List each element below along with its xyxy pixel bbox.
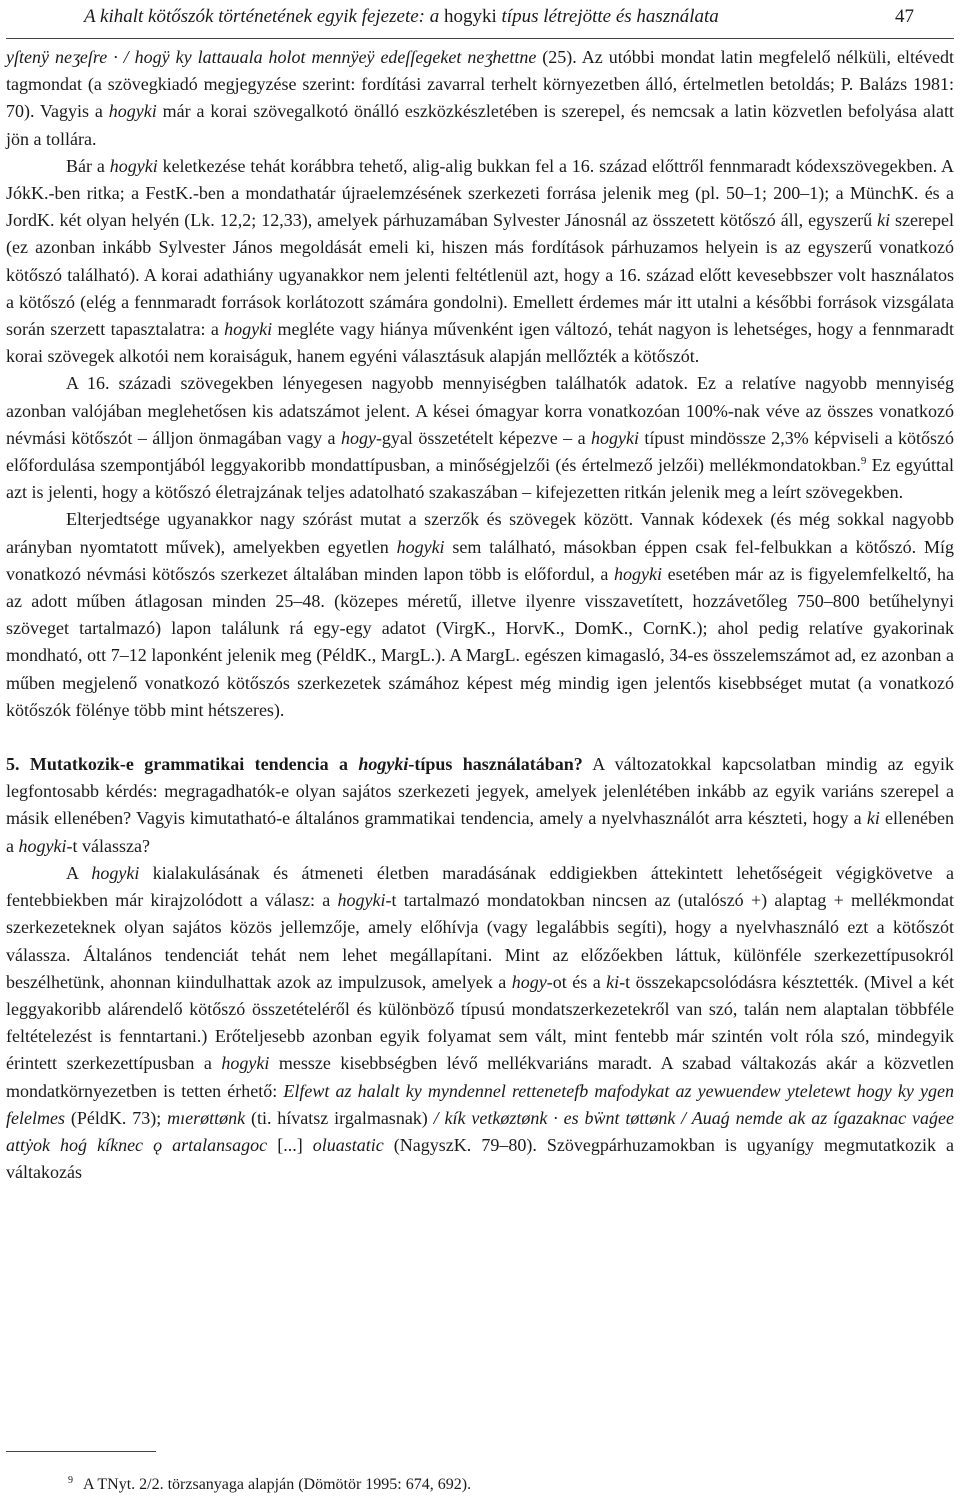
body-text: [6, 44, 954, 1186]
quotation: yſtenӱ neӡeſre · / hogӱ ky lattauala holot mennӱeӱ edeſſegeket neӡhettne: [6, 47, 537, 67]
section-gap: [6, 724, 954, 751]
page-number: 47: [895, 6, 914, 27]
footnote-text: A TNyt. 2/2. törzsanyaga alapján (Dömötör 1995: 674, 692).: [83, 1476, 472, 1493]
term: hogyki: [91, 862, 140, 883]
footnote: [68, 1474, 471, 1496]
term: hogy: [511, 971, 547, 992]
quotation: Elfewt az halalt ky myndennel rettenetefb mafodykat az yewuendew yteletewt hogy ky ygen felelmes: [6, 1080, 954, 1128]
running-header: [84, 4, 914, 30]
term: ki: [606, 971, 620, 992]
quotation: mıerøttønk: [167, 1107, 246, 1128]
term: hogyki: [18, 835, 67, 856]
term: hogy: [340, 427, 376, 448]
footnote-marker[interactable]: 9: [860, 455, 867, 468]
paragraph-4: Elterjedtsége ugyanakkor nagy szórást mutat a szerzők és szövegek között. Vannak kódexek (és még sokkal nagyobb arányban nyomtatott művek), amelyekben egyetlen hogyki sem található, másokban éppen csak fel-felbukkan a kötőszó. Míg vonatkozó névmási kötőszós szerkezet általában minden lapon több is előfordul, a hogyki esetében már az is figyelemfelkeltő, ha az adott műben átlagosan minden 25–48. (közepes méretű, illetve ilyenre visszavetített, hozzávetőleg 750–800 betűhelynyi szöveget tartalmazó) lapon találunk rá egy-egy adatot (VirgK., HorvK., DomK., CornK.); ahol pedig relatíve gyakorinak mondható, ott 7–12 laponként jelenik meg (PéldK., MargL.). A MargL. egészen kimagasló, 34-es összelemszámot ad, ez azonban a műben megjelenő vonatkozó kötőszós szerkezetek számához képest még mindig igen jelentős kisebbséget mutat (a vonatkozó kötőszók fölénye több mint hétszeres).: [6, 509, 955, 720]
paragraph-6: A hogyki kialakulásának és átmeneti életben maradásának eddigiekben áttekintett lehetőségeit végigkövetve a fentebbiekben már kirajzolódott a válasz: a hogyki-t tartalmazó mondatokban nincsen az (utalószó +) alaptag + mellékmondat szerkezeteknek olyan sajátos közös jellemzője, amely előhívja (vagy legalábbis segíti), hogy a nyelvhasználó ezt a kötőszót válassza. Általános tendenciát tehát nem lehet megállapítani. Mint az előzőekben láttuk, különféle szerkezettípusokról beszélhetünk, ahonnan kiindulhattak azok az impulzusok, amelyek a hogy-ot és a ki-t összekapcsolódásra késztették. (Mivel a két leggyakoribb alárendelő kötőszó összetételéről és különböző típusú mondatszerkezetekről van szó, talán nem alaptalan többféle feltételezést is fenntartani.) Erőteljesebb azonban egyik folyamat sem vált, mint fentebb már szintén volt róla szó, mindegyik érintett szerkezettípusban a hogyki messze kisebbségben lévő mellékvariáns maradt. A szabad váltakozás akár a közvetlen mondatkörnyezetben is tetten érhető: Elfewt az halalt ky myndennel rettenetefb mafodykat az yewuendew yteletewt hogy ky ygen felelmes (PéldK. 73); mıerøttønk (ti. hívatsz irgalmasnak) / kík vetkøztønk · es bẅnt tøttønk / Auaǵ nemde ak az ígazaknac vaǵee attẏok hoǵ kíknec ǫ artalansagoc [...] oluastatic (NagyszK. 79–80). Szövegpárhuzamokban is ugyanígy megmutatkozik a váltakozás: [6, 862, 954, 1183]
term: ki: [877, 210, 891, 231]
header-rule: [6, 38, 954, 39]
term: hogyki: [108, 101, 157, 122]
term: ki: [866, 808, 880, 829]
footnote-rule: [6, 1451, 156, 1452]
paragraph-5: 5. Mutatkozik-e grammatikai tendencia a hogyki-típus használatában? A változatokkal kapcsolatban mindig az egyik legfontosabb kérdés: megragadhatók-e olyan sajátos szerkezeti jegyek, amelyek jelenlétében inkább az egyik variáns szerepel a másik ellenében? Vagyis kimutatható-e általános grammatikai tendencia, amely a nyelvhasználót arra készteti, hogy a ki ellenében a hogyki-t válassza?: [6, 754, 954, 856]
paragraph-1: yſtenӱ neӡeſre · / hogӱ ky lattauala holot mennӱeӱ edeſſegeket neӡhettne (25). Az utóbbi mondat latin megfelelő nélküli, eltévedt tagmondat (a szövegkiadó megjegyzése szerint: fordítási zavarral terhelt környezetben álló, értelmetlen betoldás; P. Balázs 1981: 70). Vagyis a hogyki már a korai szövegalkotó önálló eszközkészletében is szerepel, és nemcsak a latin közvetlen befolyása alatt jön a tollára.: [6, 47, 955, 149]
quotation: / kík vetkøztønk · es bẅnt tøttønk / Auaǵ nemde ak az ígazaknac vaǵee attẏok hoǵ kíknec ǫ artalansagoc: [6, 1107, 954, 1155]
footnote-number: 9: [68, 1475, 73, 1486]
paragraph-2: Bár a hogyki keletkezése tehát korábbra tehető, alig-alig bukkan fel a 16. század előttről fennmaradt kódexszövegekben. A JókK.-ben ritka; a FestK.-ben a mondathatár újraelemzésének szerkezeti forrása jelenik meg (pl. 50–1; 200–1); a MünchK. és a JordK. két olyan helyén (Lk. 12,2; 12,33), amelyek párhuzamában Sylvester Jánosnál az összetett kötőszó áll, egyszerű ki szerepel (ez azonban inkább Sylvester János megoldását emeli ki, hiszen más fordítások párhuzamos helyein is az egyszerű vonatkozó kötőszó található). A korai adathiány ugyanakkor nem jelenti feltétlenül azt, hogy a 16. század előtt kevesebbszer volt használatos a kötőszó (elég a fennmaradt források korlátozott számára gondolni). Emellett érdemes már itt utalni a későbbi források vizsgálata során szerzett tapasztalatra: a hogyki megléte vagy hiánya művenként igen változó, tehát nagyon is lehetséges, hogy a fennmaradt korai szövegek alkotói nem koraiságuk, hanem egyéni választásuk alapján mellőzték a kötőszót.: [6, 155, 954, 367]
running-title: A kihalt kötőszók történetének egyik fejezete: a hogyki típus létrejötte és használata: [84, 6, 719, 27]
section-heading: 5. Mutatkozik-e grammatikai tendencia a hogyki-típus használatában?: [6, 754, 583, 775]
term: hogyki: [396, 536, 445, 557]
term: hogyki: [221, 1053, 270, 1074]
paragraph-3: A 16. századi szövegekben lényegesen nagyobb mennyiségben találhatók adatok. Ez a relatíve nagyobb mennyiség azonban valójában meglehetősen kis adatszámot jelent. A kései ómagyar korra vonatkozóan 100%-nak véve az összes vonatkozó névmási kötőszót – álljon önmagában vagy a hogy-gyal összetételt képezve – a hogyki típust mindössze 2,3% képviseli a kötőszó előfordulása szempontjából leggyakoribb mondattípusban, a minőségjelzői (és értelmező jelzői) mellékmondatokban.$^9$ Ez egyúttal azt is jelenti, hogy a kötőszó életrajzának teljes adatolható szakaszában – kifejezetten ritkán jelenik meg a leírt szövegekben.: [6, 373, 955, 503]
term: hogyki: [109, 155, 158, 176]
term: hogyki: [590, 427, 639, 448]
term: hogyki: [614, 563, 662, 584]
term: hogyki: [337, 890, 386, 911]
quotation: oluastatic: [312, 1134, 384, 1155]
term: hogyki: [224, 319, 273, 340]
running-title-term: hogyki: [443, 6, 497, 27]
